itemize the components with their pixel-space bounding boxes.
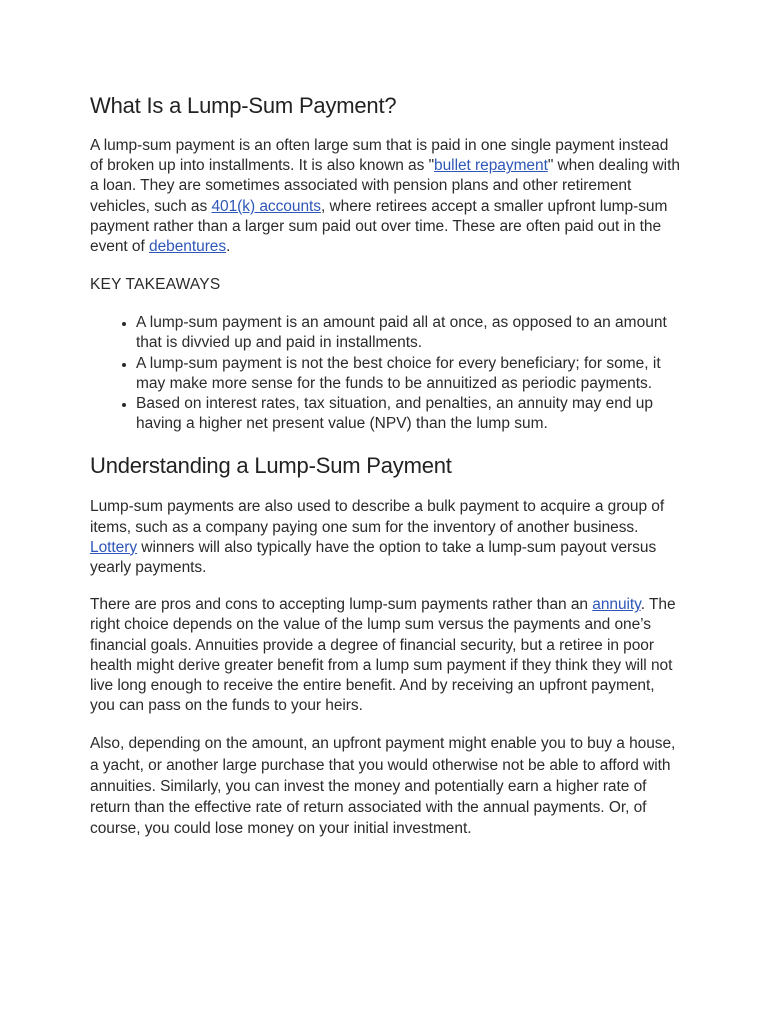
401k-accounts-link[interactable]: 401(k) accounts [211,197,321,215]
takeaway-item: • A lump-sum payment is not the best choice for every beneficiary; for some, it may make more sense for the funds to be annuitized as periodic payments. [136,354,680,394]
annuity-link[interactable]: annuity [592,596,641,614]
pros-text-1: There are pros and cons to accepting lump-sum payments rather than an [90,596,593,614]
intro-text-4: . [226,238,231,256]
upfront-payment-paragraph: Also, depending on the amount, an upfront payment might enable you to buy a house, a yacht, or another large purchase that you would otherwise not be able to afford with annuities. Similarly, you can invest the money and potentially earn a higher rate of return than the effective rate of return associated with the annual payments. Or, of course, you could lose money on your initial investment. [90,735,676,838]
intro-paragraph [90,136,680,257]
debentures-link[interactable]: debentures [149,238,227,256]
pros-text-2: . The right choice depends on the value of the lump sum versus the payments and one’s financial goals. Annuities provide a degree of financial security, but a retiree in poor health might derive greater benefit from a lump sum payment if they think they will not live long enough to receive the entire benefit. And by receiving an upfront payment, you can pass on the funds to your heirs. [90,596,676,715]
lottery-link[interactable]: Lottery [90,538,138,556]
section-heading: Understanding a Lump-Sum Payment [90,453,452,479]
intro-text-2: " when dealing with a loan. They are sometimes associated with pension plans and other retirement vehicles, such as [90,157,680,215]
bullet-repayment-link[interactable]: bullet repayment [434,157,548,175]
article-title: What Is a Lump-Sum Payment? [90,93,397,118]
intro-text-1: A lump-sum payment is an often large sum that is paid in one single payment instead of broken up into installments. It is also known as " [90,137,669,175]
intro-text-3: , where retirees accept a smaller upfront lump-sum payment rather than a larger sum paid out over time. These are often paid out in the event of [90,197,668,256]
takeaway-item: • A lump-sum payment is an amount paid all at once, as opposed to an amount that is divvied up and paid in installments. [136,313,680,353]
pros-cons-paragraph [90,595,680,716]
key-takeaways-label: KEY TAKEAWAYS [90,276,221,294]
bulk-payment-paragraph [90,497,680,578]
article-body [90,92,680,839]
takeaways-list [90,313,680,434]
takeaway-item: • Based on interest rates, tax situation, and penalties, an annuity may end up having a higher net present value (NPV) than the lump sum. [136,394,680,434]
bulk-text-2: winners will also typically have the option to take a lump-sum payout versus yearly payments. [90,538,657,577]
bulk-text-1: Lump-sum payments are also used to describe a bulk payment to acquire a group of items, such as a company paying one sum for the inventory of another business. [90,498,665,536]
